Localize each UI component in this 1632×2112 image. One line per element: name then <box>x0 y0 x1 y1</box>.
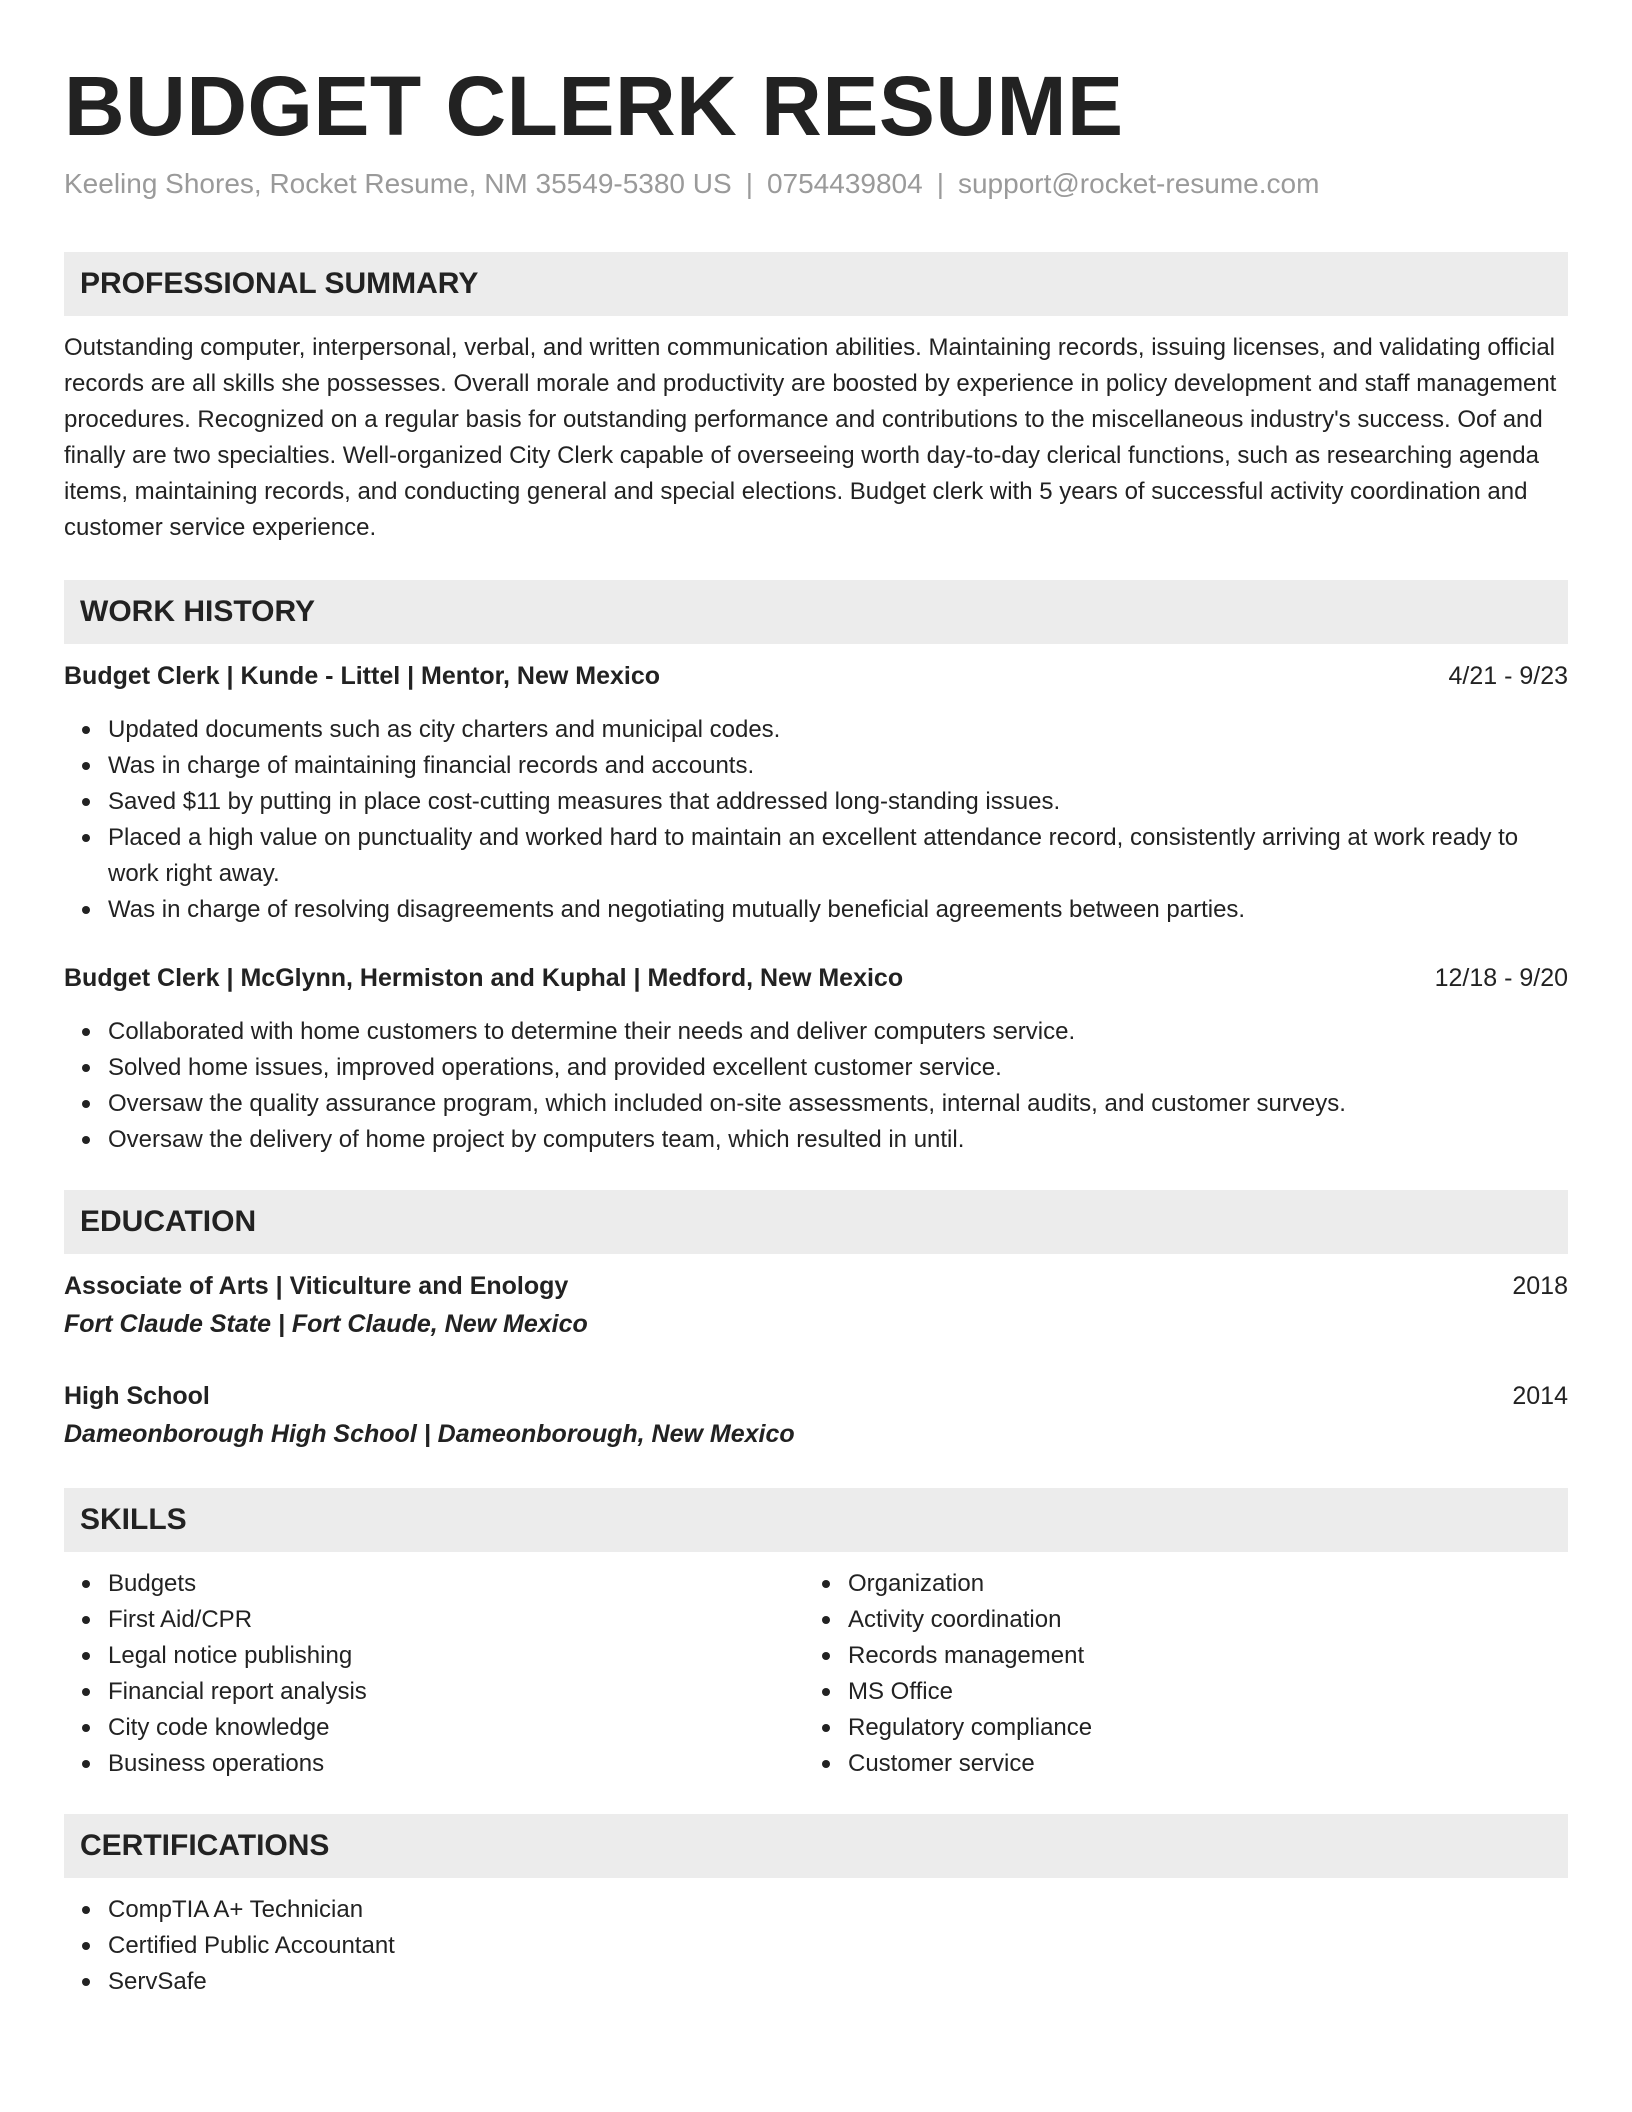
skills-list-left <box>64 1566 798 1782</box>
list-item: MS Office <box>848 1674 1568 1710</box>
list-item: Budgets <box>108 1566 798 1602</box>
list-item: Updated documents such as city charters and municipal codes. <box>108 712 1568 748</box>
section-heading-education: EDUCATION <box>64 1190 1568 1254</box>
list-item: City code knowledge <box>108 1710 798 1746</box>
job-header <box>64 960 1568 996</box>
section-heading-skills: SKILLS <box>64 1488 1568 1552</box>
contact-phone: 0754439804 <box>766 168 923 199</box>
list-item: Oversaw the quality assurance program, which included on-site assessments, internal audits, and customer surveys. <box>108 1086 1568 1122</box>
education-header <box>64 1378 1568 1414</box>
list-item: Was in charge of resolving disagreements and negotiating mutually beneficial agreements between parties. <box>108 892 1568 928</box>
contact-separator: | <box>936 168 944 199</box>
contact-address: Keeling Shores, Rocket Resume, NM 35549-5380 US <box>64 168 732 199</box>
list-item: Placed a high value on punctuality and worked hard to maintain an excellent attendance record, consistently arriving at work ready to work right away. <box>108 820 1568 892</box>
list-item: Financial report analysis <box>108 1674 798 1710</box>
list-item: Regulatory compliance <box>848 1710 1568 1746</box>
education-degree: High School <box>64 1382 210 1410</box>
list-item: CompTIA A+ Technician <box>108 1892 1568 1928</box>
list-item: Saved $11 by putting in place cost-cutting measures that addressed long-standing issues. <box>108 784 1568 820</box>
list-item: Records management <box>848 1638 1568 1674</box>
list-item: Solved home issues, improved operations, and provided excellent customer service. <box>108 1050 1568 1086</box>
job-title: Budget Clerk | McGlynn, Hermiston and Kuphal | Medford, New Mexico <box>64 964 904 992</box>
summary-paragraph: Outstanding computer, interpersonal, verbal, and written communication abilities. Maintaining records, issuing licenses, and validating official records are all skills she possesses. Overall morale and productivity are boosted by experience in policy development and staff management procedures. Recognized on a regular basis for outstanding performance and contributions to the miscellaneous industry's success. Oof and finally are two specialties. Well-organized City Clerk capable of overseeing worth day-to-day clerical functions, such as researching agenda items, maintaining records, and conducting general and special elections. Budget clerk with 5 years of successful activity coordination and customer service experience. <box>64 334 1557 541</box>
section-heading-work-history: WORK HISTORY <box>64 580 1568 644</box>
education-year: 2014 <box>1512 1382 1568 1410</box>
job-bullet-list <box>64 1014 1568 1158</box>
list-item: Business operations <box>108 1746 798 1782</box>
skills-list-right <box>804 1566 1568 1782</box>
list-item: Certified Public Accountant <box>108 1928 1568 1964</box>
list-item: Customer service <box>848 1746 1568 1782</box>
contact-email: support@rocket-resume.com <box>957 168 1320 199</box>
contact-line <box>64 164 1319 204</box>
certifications-list <box>64 1892 1568 2000</box>
list-item: Oversaw the delivery of home project by computers team, which resulted in until. <box>108 1122 1568 1158</box>
list-item: Collaborated with home customers to determine their needs and deliver computers service. <box>108 1014 1568 1050</box>
job-dates: 12/18 - 9/20 <box>1434 964 1568 992</box>
job-dates: 4/21 - 9/23 <box>1448 662 1568 690</box>
education-school: Fort Claude State | Fort Claude, New Mexico <box>64 1310 588 1338</box>
job-header <box>64 658 1568 694</box>
education-year: 2018 <box>1512 1272 1568 1300</box>
list-item: First Aid/CPR <box>108 1602 798 1638</box>
list-item: Was in charge of maintaining financial records and accounts. <box>108 748 1568 784</box>
education-school: Dameonborough High School | Dameonborough, New Mexico <box>64 1420 795 1448</box>
section-heading-certifications: CERTIFICATIONS <box>64 1814 1568 1878</box>
job-bullet-list <box>64 712 1568 928</box>
list-item: Organization <box>848 1566 1568 1602</box>
list-item: ServSafe <box>108 1964 1568 2000</box>
education-degree: Associate of Arts | Viticulture and Enology <box>64 1272 569 1300</box>
contact-separator: | <box>745 168 753 199</box>
list-item: Legal notice publishing <box>108 1638 798 1674</box>
section-heading-summary: PROFESSIONAL SUMMARY <box>64 252 1568 316</box>
resume-title: BUDGET CLERK RESUME <box>64 59 1124 153</box>
education-header <box>64 1268 1568 1304</box>
job-title: Budget Clerk | Kunde - Littel | Mentor, New Mexico <box>64 662 660 690</box>
list-item: Activity coordination <box>848 1602 1568 1638</box>
